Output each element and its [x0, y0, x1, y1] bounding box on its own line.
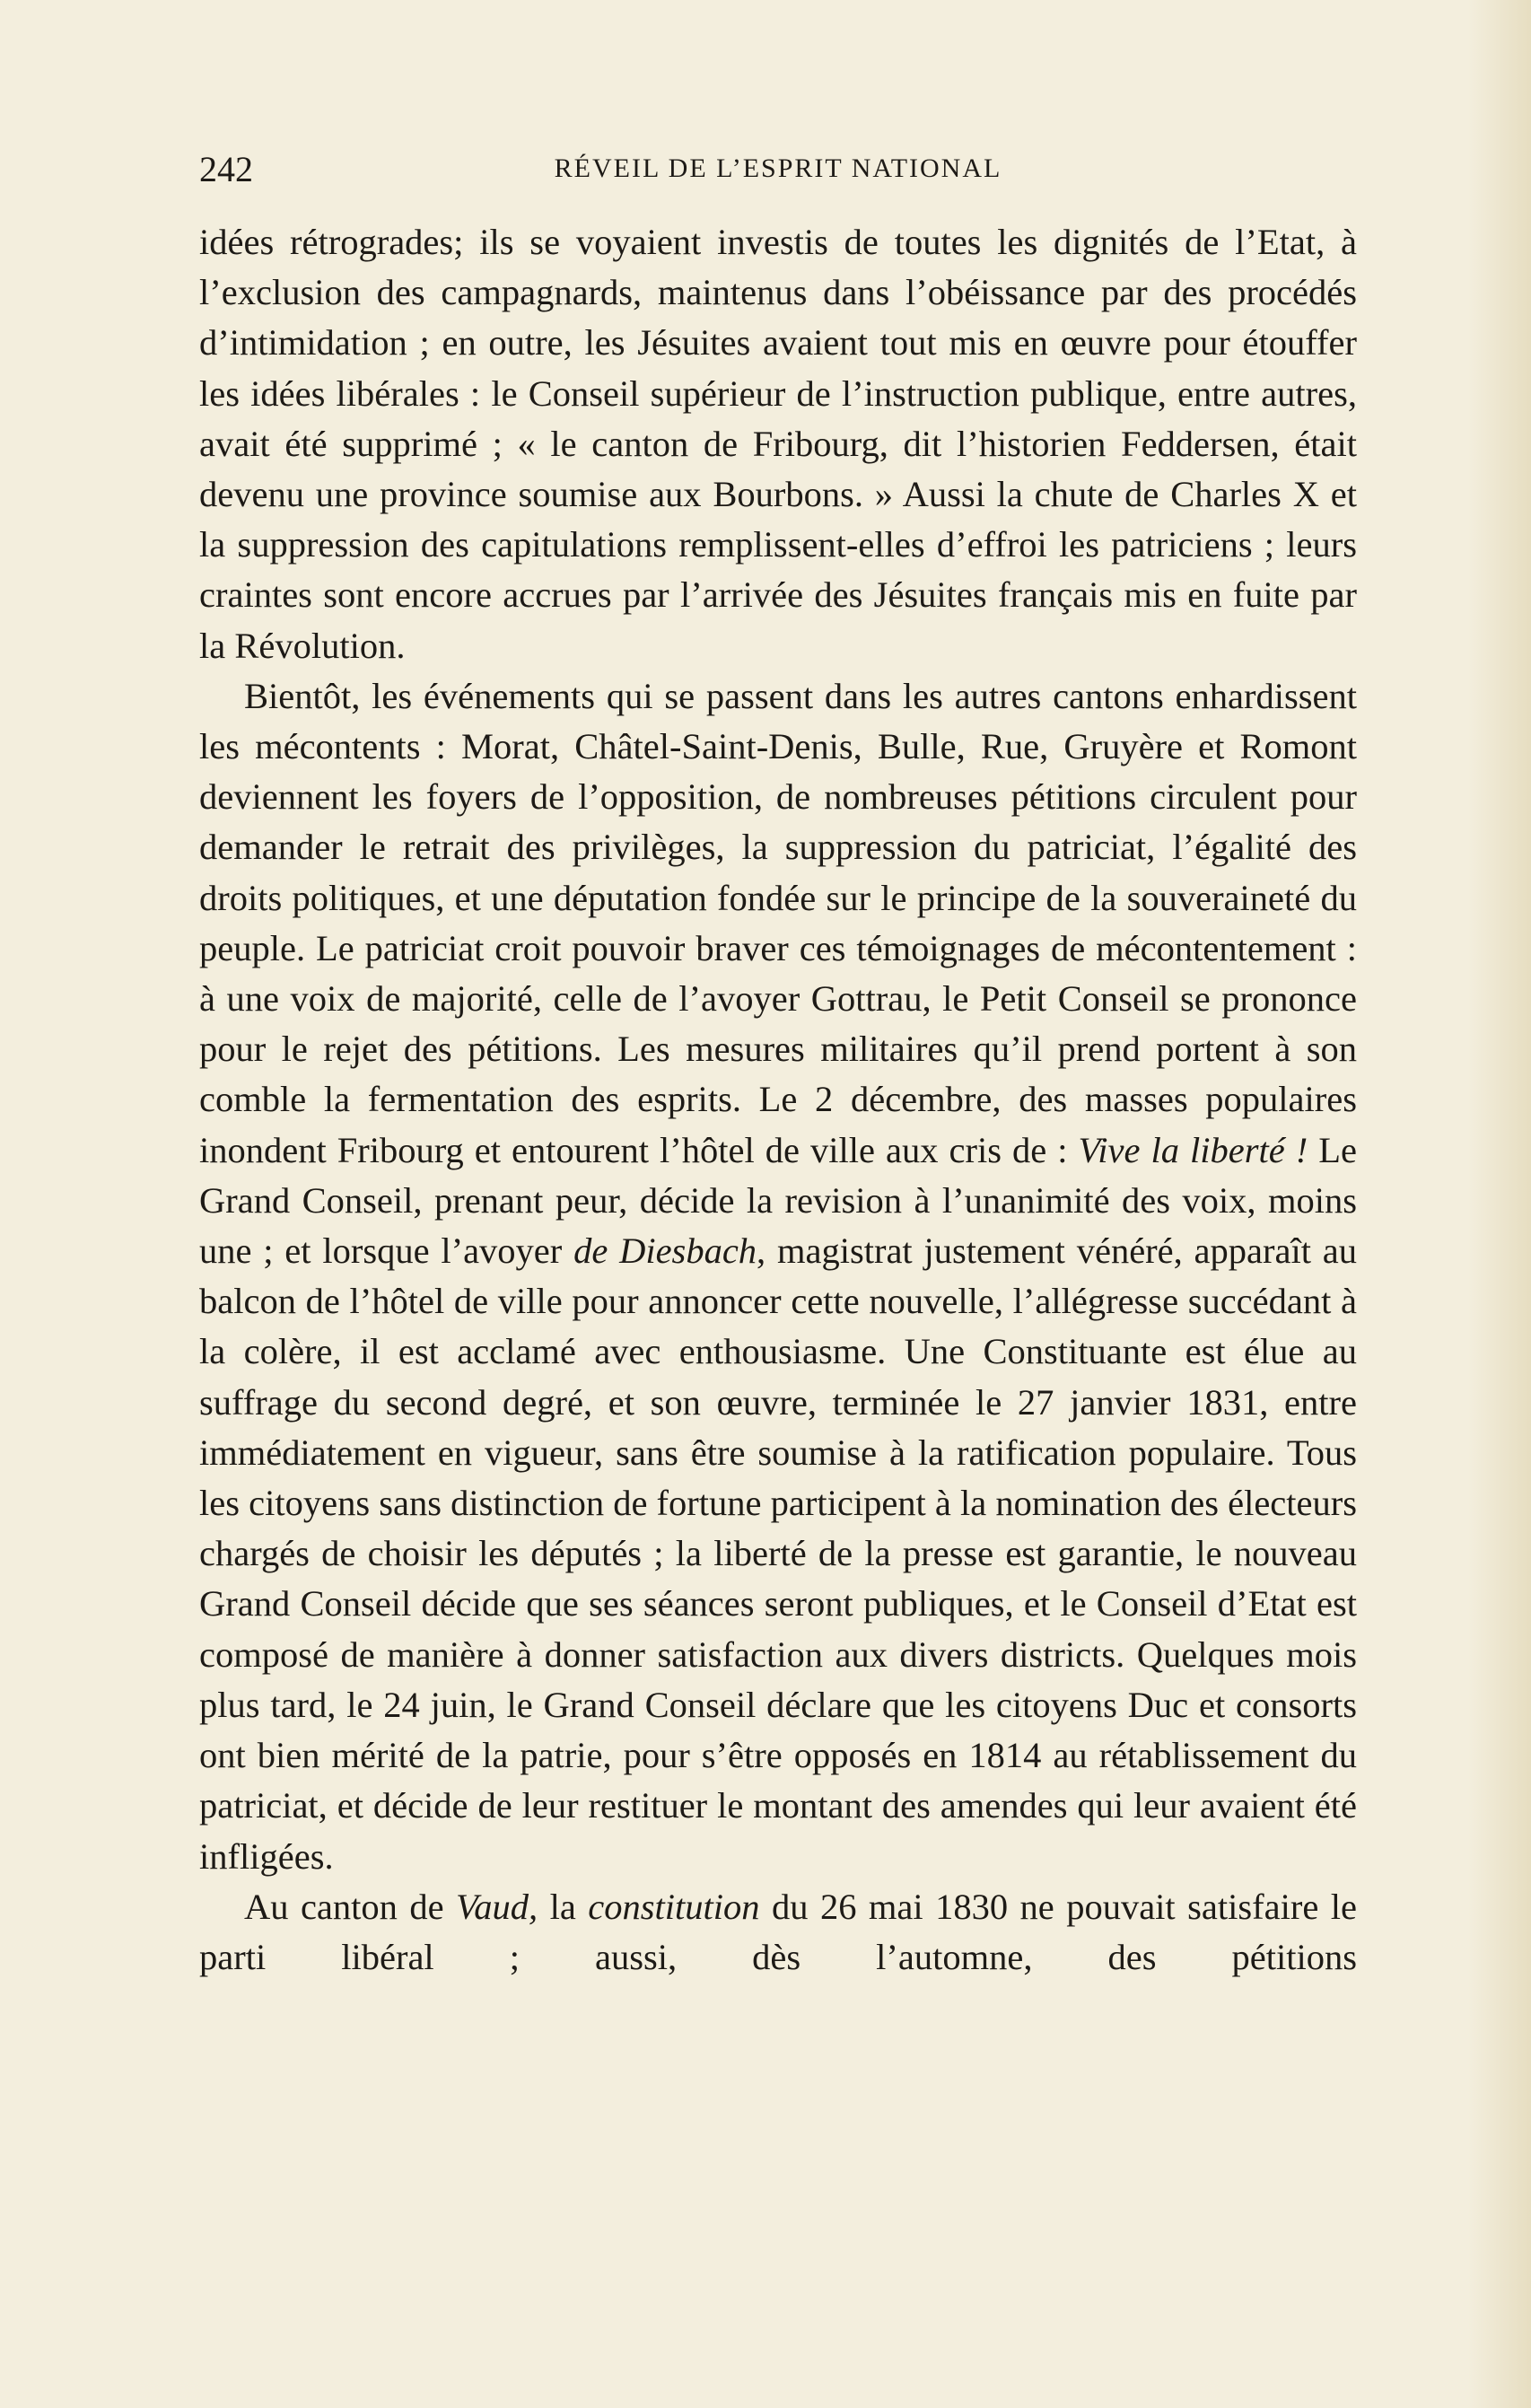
page-header — [199, 148, 1357, 202]
paragraph-3-text-b: la — [538, 1886, 589, 1927]
paragraph-2 — [199, 671, 1357, 1882]
paragraph-2-text-b: Le Grand Conseil, prenant peur, décide la revision à l’unanimité des voix, moins une ; et lorsque l’avoyer — [199, 1129, 1357, 1272]
page-edge-shadow — [1468, 0, 1531, 2408]
paragraph-1 — [199, 217, 1357, 671]
paragraph-2-text-c: , magistrat justement vénéré, apparaît au balcon de l’hôtel de ville pour annoncer cette nouvelle, l’allégresse succédant à la colère, il est acclamé avec enthousiasme. Une Constituante est élue au suffrage du second degré, et son œuvre, terminée le 27 janvier 1831, entre immédiatement en vigueur, sans être soumise à la ratification populaire. Tous les citoyens sans distinction de fortune participent à la nomination des électeurs chargés de choisir les députés ; la liberté de la presse est garantie, le nouveau Grand Conseil décide que ses séances seront publiques, et le Conseil d’Etat est composé de manière à donner satisfaction aux divers districts. Quelques mois plus tard, le 24 juin, le Grand Conseil déclare que les citoyens Duc et consorts ont bien mérité de la patrie, pour s’être opposés en 1814 au rétablissement du patriciat, et décide de leur restituer le montant des amendes qui leur avaient été infligées. — [199, 1230, 1358, 1877]
paragraph-3-italic-constitution: constitution — [588, 1886, 760, 1927]
page-number: 242 — [199, 149, 253, 189]
paragraph-3-text-a: Au canton de — [244, 1886, 457, 1927]
paragraph-3-text-c: du 26 mai 1830 ne pouvait satisfaire le parti libéral ; aussi, dès l’automne, des pétitions — [199, 1886, 1357, 1977]
paragraph-2-italic-name: de Diesbach — [573, 1230, 757, 1272]
paragraph-2-italic-cry: Vive la liberté ! — [1078, 1129, 1308, 1170]
paragraph-1-text: idées rétrogrades; ils se voyaient investis de toutes les dignités de l’Etat, à l’exclusion des campagnards, maintenus dans l’obéissance par des procédés d’intimidation ; en outre, les Jésuites avaient tout mis en œuvre pour étouffer les idées libérales : le Conseil supérieur de l’instruction publique, entre autres, avait été supprimé ; « le canton de Fribourg, dit l’historien Feddersen, était devenu une province soumise aux Bourbons. » Aussi la chute de Charles X et la suppression des capitulations remplissent-elles d’effroi les patriciens ; leurs craintes sont encore accrues par l’arrivée des Jésuites français mis en fuite par la Révolution. — [199, 222, 1357, 666]
paragraph-3-italic-canton: Vaud, — [456, 1886, 538, 1927]
paragraph-2-text-a: Bientôt, les événements qui se passent dans les autres cantons enhardissent les mécontents : Morat, Châtel-Saint-Denis, Bulle, Rue, Gruyère et Romont deviennent les foyers de l’opposition, de nombreuses pétitions circulent pour demander le retrait des privilèges, la suppression du patriciat, l’égalité des droits politiques, et une députation fondée sur le principe de la souveraineté du peuple. Le patriciat croit pouvoir braver ces témoignages de mécontentement : à une voix de majorité, celle de l’avoyer Gottrau, le Petit Conseil se prononce pour le rejet des pétitions. Les mesures militaires qu’il prend portent à son comble la fermentation des esprits. Le 2 décembre, des masses populaires inondent Fribourg et entourent l’hôtel de ville aux cris de : — [199, 675, 1357, 1170]
body-text — [199, 217, 1357, 1983]
paragraph-3 — [199, 1882, 1357, 1983]
running-title: RÉVEIL DE L’ESPRIT NATIONAL — [554, 153, 1002, 183]
